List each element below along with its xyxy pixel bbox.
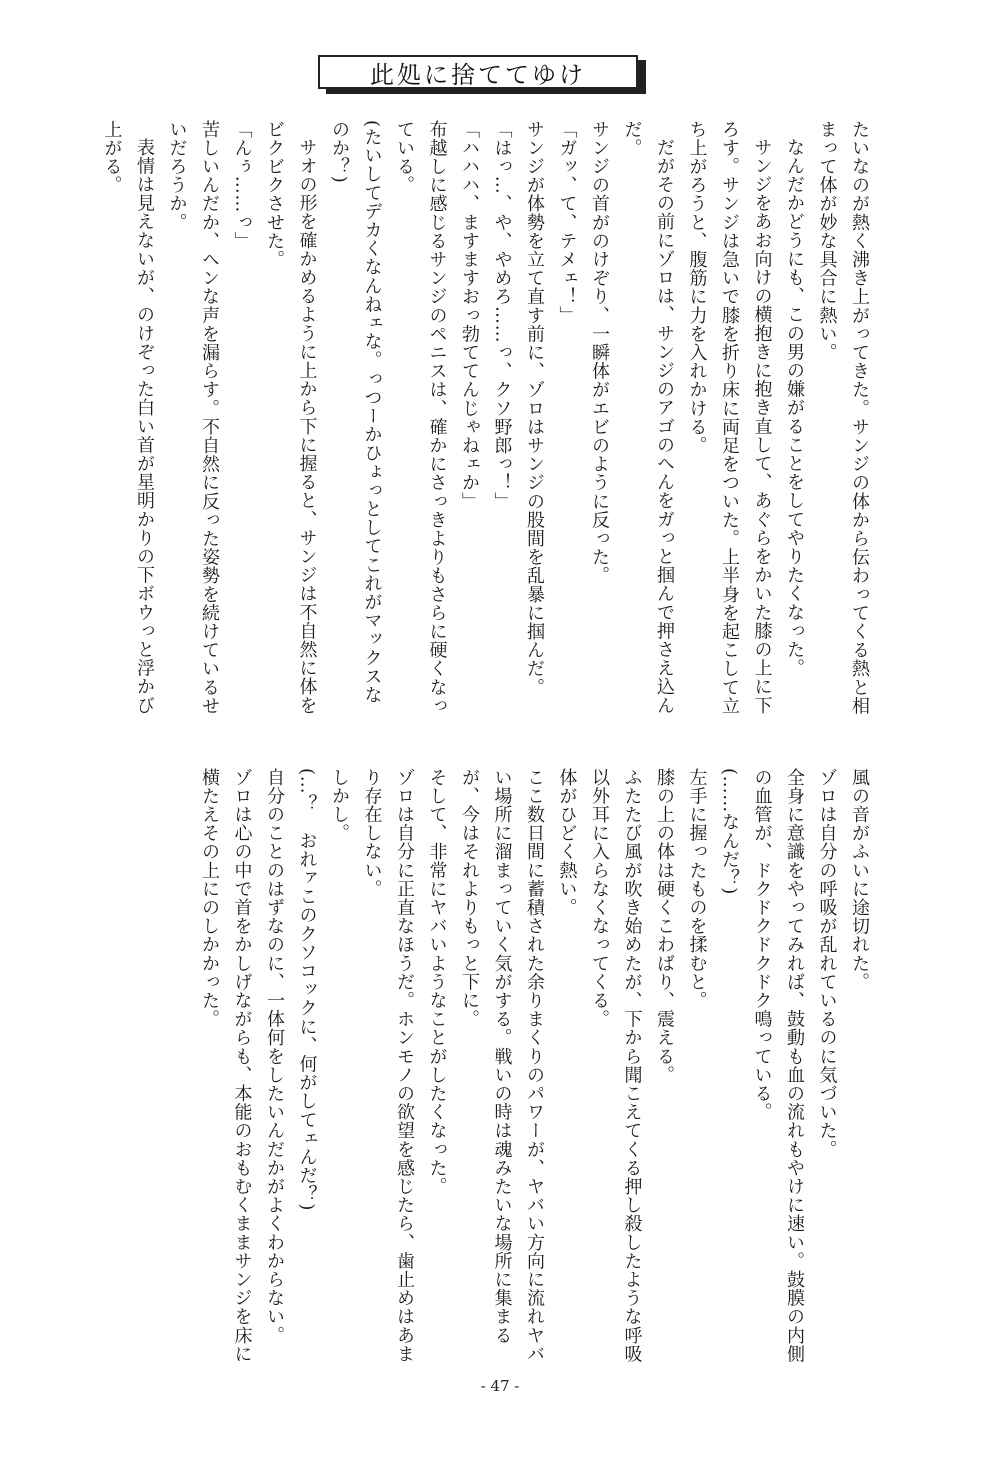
paragraph: 表情は見えないが、のけぞった白い首が星明かりの下ボウっと浮かび上がる。 <box>101 120 155 715</box>
paragraph: 「はっ…、や、やめろ……っ、クソ野郎っ！」 <box>491 120 513 511</box>
paragraph: だがその前にゾロは、サンジのアゴのへんをガっと掴んで押さえ込んだ。 <box>621 120 675 715</box>
chapter-title-box <box>318 55 638 89</box>
paragraph: サンジの首がのけぞり、一瞬体がエビのように反った。 <box>589 120 610 585</box>
paragraph: サンジをあお向けの横抱きに抱き直して、あぐらをかいた膝の上に下ろす。サンジは急いで膝を折り床に両足をついた。上半身を起こして立ち上がろうと、腹筋に力を入れかける。 <box>686 120 773 716</box>
bottom-text-block <box>105 768 875 1368</box>
paragraph: (……なんだ？) <box>719 768 740 895</box>
paragraph: ゾロは自分の呼吸が乱れているのに気づいた。 <box>816 768 838 1159</box>
paragraph: 「んぅ……っ」 <box>231 120 253 251</box>
paragraph: ゾロは心の中で首をかしげながらも、本能のおもむくままサンジを床に横たえその上にのしかかった。 <box>199 768 253 1364</box>
paragraph: 苦しいんだか、ヘンな声を漏らす。不自然に反った姿勢を続けているせいだろうか。 <box>166 120 220 716</box>
paragraph: なんだかどうにも、この男の嫌がることをしてやりたくなった。 <box>784 138 805 678</box>
paragraph: たいなのが熱く沸き上がってきた。サンジの体から伝わってくる熱と相まって体が妙な具合に熱い。 <box>816 120 870 716</box>
paragraph: ゾロは自分に正直なほうだ。ホンモノの欲望を感じたら、歯止めはあまり存在しない。 <box>361 768 415 1364</box>
paragraph: ふたたび風が吹き始めたが、下から聞こえてくる押し殺したような呼吸以外耳に入らなくなってくる。 <box>589 768 643 1364</box>
paragraph: 布越しに感じるサンジのペニスは、確かにさっきよりもさらに硬くなっている。 <box>394 120 448 716</box>
paragraph: サオの形を確かめるように上から下に握ると、サンジは不自然に体をビクビクさせた。 <box>264 120 318 715</box>
top-text-block <box>101 120 875 720</box>
page-number: - 47 - <box>480 1377 520 1395</box>
paragraph: 自分のことのはずなのに、一体何をしたいんだかがよくわからない。 <box>264 768 285 1345</box>
paragraph: 「ハハハ、ますますおっ勃ててんじゃねェか」 <box>459 120 480 511</box>
paragraph: ここ数日間に蓄積された余りまくりのパワーが、ヤバい方向に流れヤバい場所に溜まっていく気がする。戦いの時は魂みたいな場所に集まるが、今はそれよりもっと下に。 <box>459 768 545 1364</box>
paragraph: しかし。 <box>329 768 350 843</box>
paragraph: サンジが体勢を立て直す前に、ゾロはサンジの股間を乱暴に掴んだ。 <box>524 120 545 697</box>
paragraph: 「ガッ、て、テメェ！」 <box>556 120 578 325</box>
chapter-title: 此処に捨ててゆけ <box>370 60 586 89</box>
paragraph: (たいしてデカくなんねェな。っつーかひょっとしてこれがマックスなのか？) <box>329 120 383 705</box>
paragraph: 風の音がふいに途切れた。 <box>849 768 870 992</box>
paragraph: 左手に握ったものを揉むと。 <box>686 768 708 1010</box>
paragraph: (…？ おれァこのクソコックに、何がしてェんだ？) <box>296 768 318 1212</box>
paragraph: 全身に意識をやってみれば、鼓動も血の流れもやけに速い。鼓膜の内側の血管が、ドクドクドクドク鳴っている。 <box>751 768 805 1364</box>
paragraph: 体がひどく熱い。 <box>556 768 578 917</box>
paragraph: そして、非常にヤバいようなことがしたくなった。 <box>426 768 448 1196</box>
paragraph: 膝の上の体は硬くこわばり、震える。 <box>654 768 675 1085</box>
